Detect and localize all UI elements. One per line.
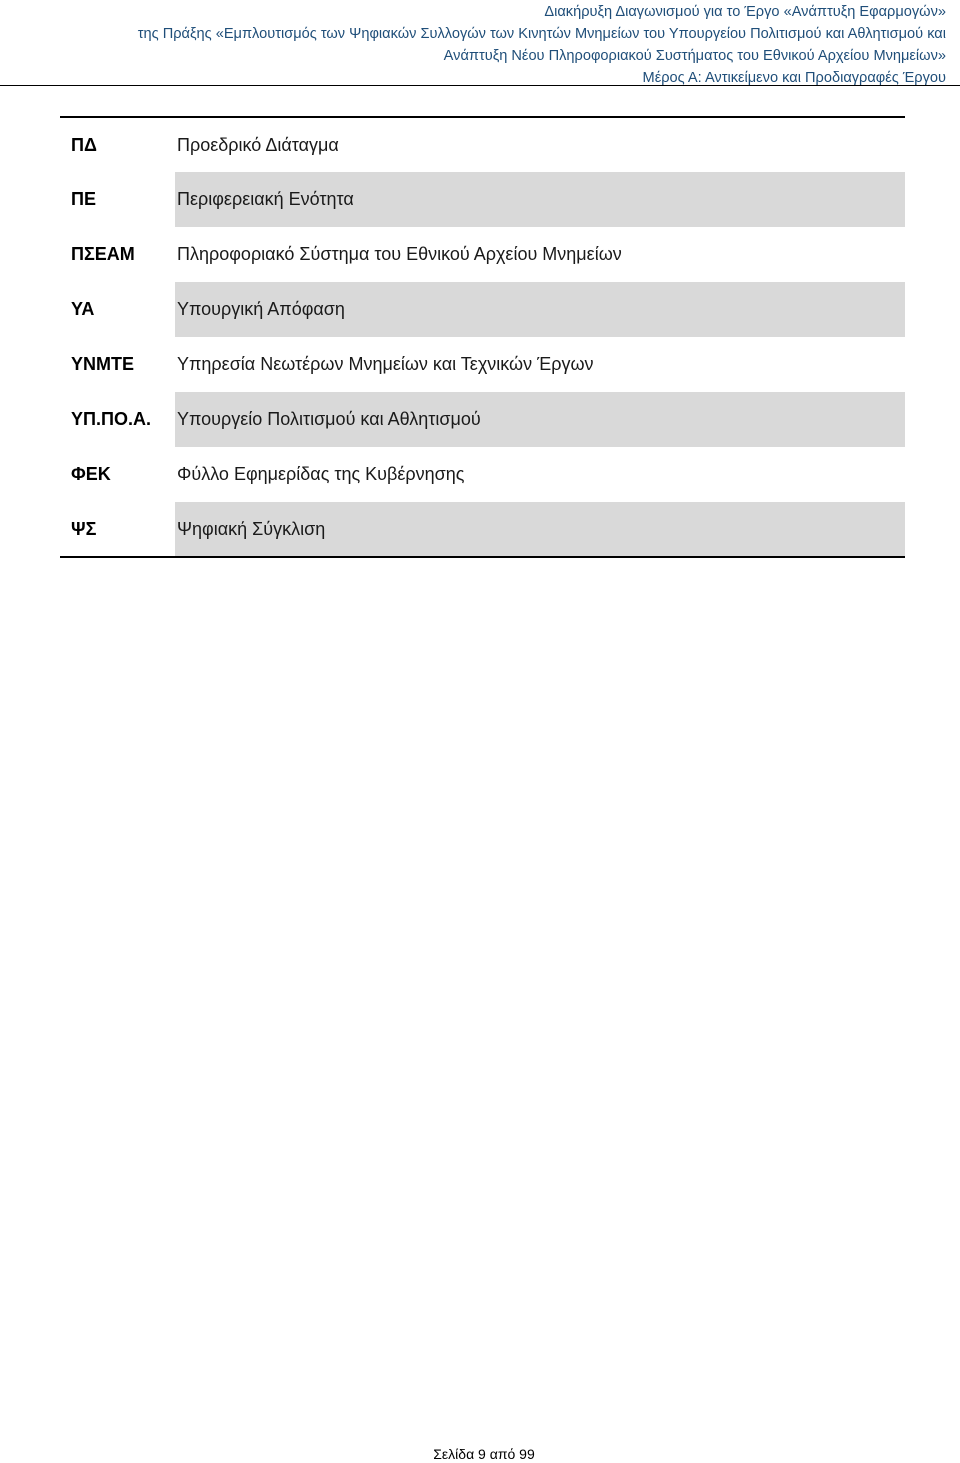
abbreviation: ΥΝΜΤΕ <box>71 354 134 374</box>
table-row <box>60 227 905 282</box>
definition: Περιφερειακή Ενότητα <box>175 172 905 227</box>
abbreviation: ΥΑ <box>71 299 95 319</box>
definition: Ψηφιακή Σύγκλιση <box>175 502 905 557</box>
definition: Προεδρικό Διάταγμα <box>177 134 339 155</box>
header-line-3: Ανάπτυξη Νέου Πληροφοριακού Συστήματος του Εθνικού Αρχείου Μνημείων» <box>443 48 946 64</box>
abbreviation: ΨΣ <box>71 518 97 539</box>
header-line-4: Μέρος Α: Αντικείμενο και Προδιαγραφές Έργου <box>642 70 946 86</box>
table-row <box>60 117 905 172</box>
definition: Φύλλο Εφημερίδας της Κυβέρνησης <box>177 464 465 484</box>
header-line-2: της Πράξης «Εμπλουτισμός των Ψηφιακών Συλλογών των Κινητών Μνημείων του Υπουργείου Πολιτισμού και Αθλητισμού και <box>137 26 946 42</box>
abbreviations-table <box>60 116 905 558</box>
abbreviation: ΠΕ <box>71 189 97 209</box>
abbreviation: ΠΔ <box>71 134 97 155</box>
table-row <box>60 172 905 227</box>
table-row <box>60 282 905 337</box>
definition: Υπηρεσία Νεωτέρων Μνημείων και Τεχνικών Έργων <box>177 354 594 374</box>
abbreviation: ΠΣΕΑΜ <box>71 244 135 264</box>
table-row <box>60 447 905 502</box>
table-row <box>60 502 905 557</box>
definition: Υπουργική Απόφαση <box>175 282 905 337</box>
page-number: Σελίδα 9 από 99 <box>433 1446 535 1462</box>
table-row <box>60 337 905 392</box>
definition: Υπουργείο Πολιτισμού και Αθλητισμού <box>175 392 905 447</box>
abbreviation: ΥΠ.ΠΟ.Α. <box>71 409 152 429</box>
definition: Πληροφοριακό Σύστημα του Εθνικού Αρχείου Μνημείων <box>177 244 622 264</box>
header-text <box>138 1 946 89</box>
page-header <box>0 0 960 86</box>
abbreviation: ΦΕΚ <box>71 464 111 484</box>
page-footer <box>0 1446 960 1462</box>
header-line-1: Διακήρυξη Διαγωνισμού για το Έργο «Ανάπτυξη Εφαρμογών» <box>544 4 946 20</box>
table-row <box>60 392 905 447</box>
